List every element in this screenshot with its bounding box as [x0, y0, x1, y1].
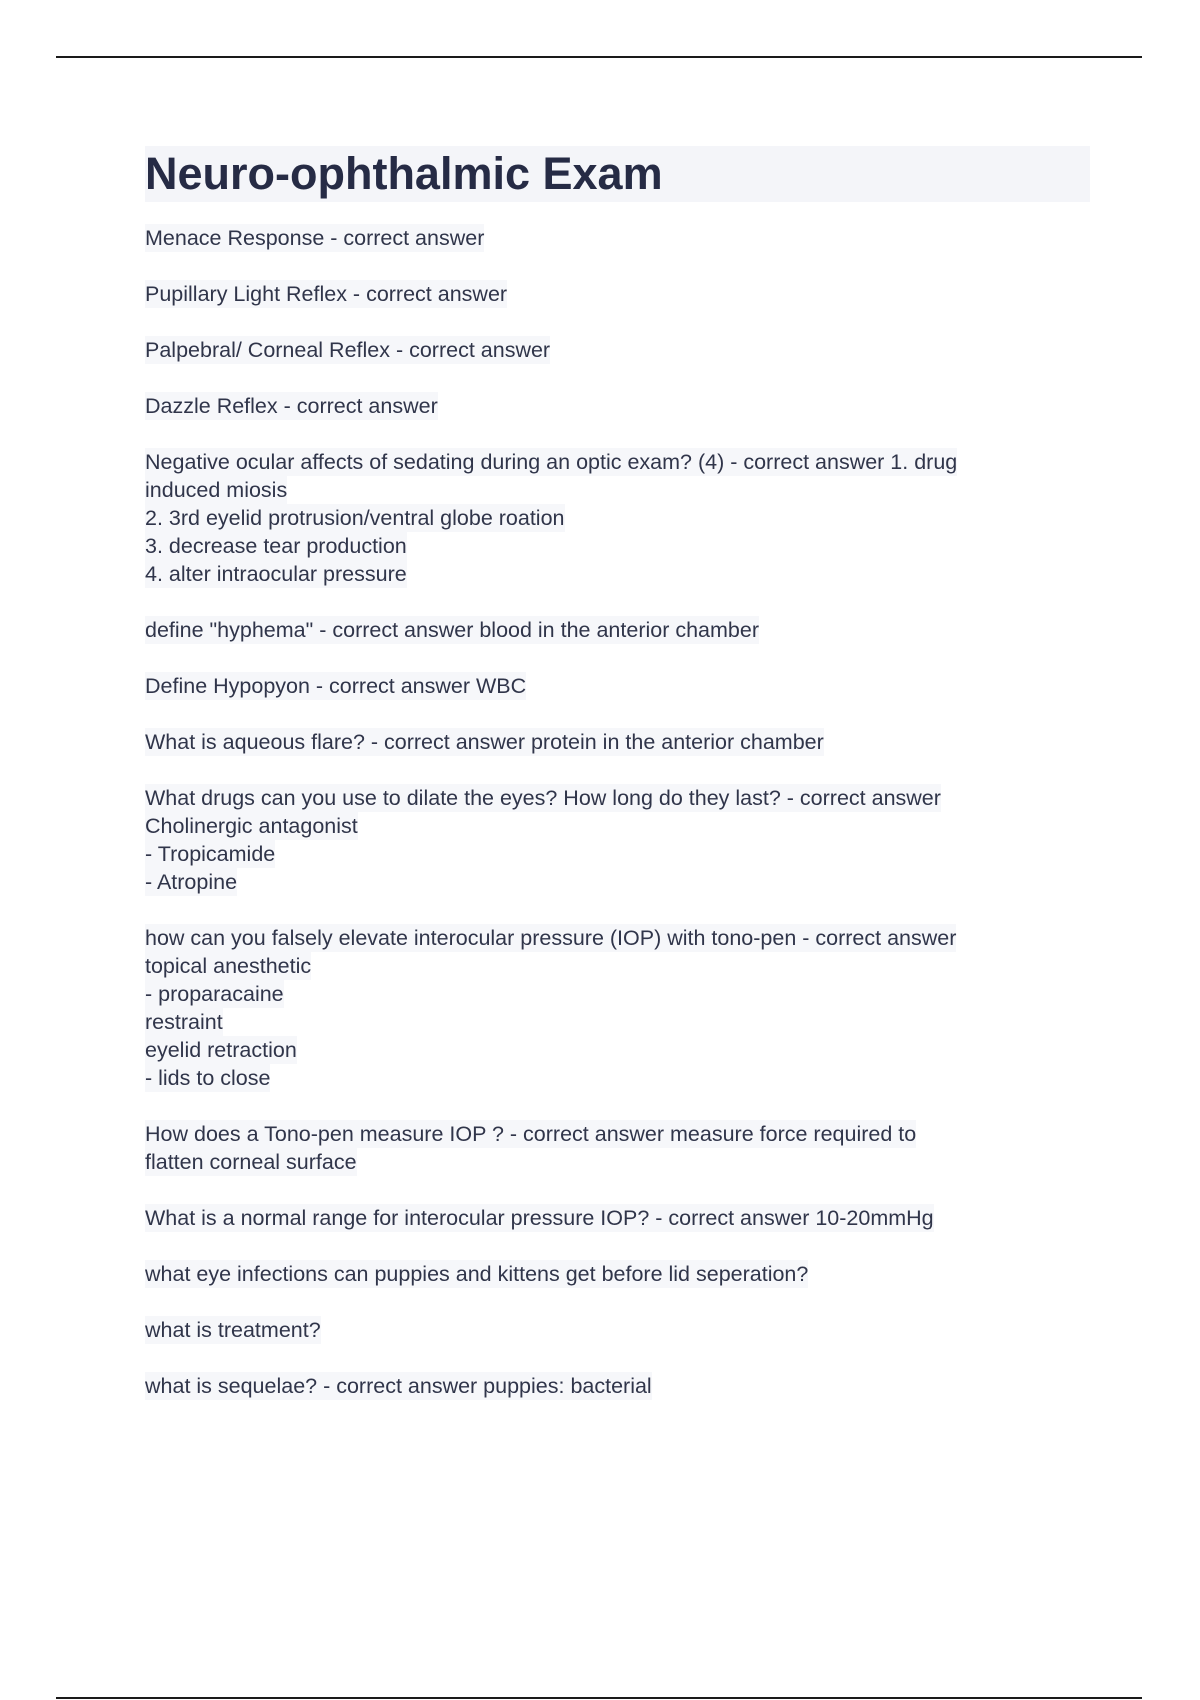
entry-line: - Tropicamide	[145, 842, 276, 866]
bottom-rule	[56, 1697, 1142, 1699]
entry-line: flatten corneal surface	[145, 1150, 357, 1174]
qa-entry	[145, 924, 1090, 1092]
qa-entry	[145, 728, 1090, 756]
qa-entry	[145, 1120, 1090, 1176]
page-title: Neuro-ophthalmic Exam	[145, 146, 1090, 202]
entry-line: restraint	[145, 1010, 223, 1034]
entry-line: Pupillary Light Reflex - correct answer	[145, 282, 508, 306]
entry-line: what is sequelae? - correct answer puppies: bacterial	[145, 1374, 652, 1398]
qa-entry	[145, 392, 1090, 420]
entry-line: - lids to close	[145, 1066, 271, 1090]
entry-line: topical anesthetic	[145, 954, 312, 978]
entry-line: Palpebral/ Corneal Reflex - correct answer	[145, 338, 551, 362]
qa-entry	[145, 280, 1090, 308]
entry-line: eyelid retraction	[145, 1038, 297, 1062]
entry-line: Cholinergic antagonist	[145, 814, 358, 838]
qa-entry	[145, 1316, 1090, 1344]
qa-entry	[145, 1260, 1090, 1288]
entry-line: what is treatment?	[145, 1318, 321, 1342]
entry-line: define "hyphema" - correct answer blood in the anterior chamber	[145, 618, 759, 642]
entry-line: 2. 3rd eyelid protrusion/ventral globe roation	[145, 506, 565, 530]
entry-line: - Atropine	[145, 870, 238, 894]
entry-line: how can you falsely elevate interocular pressure (IOP) with tono-pen - correct answer	[145, 926, 957, 950]
entry-line: What is aqueous flare? - correct answer protein in the anterior chamber	[145, 730, 824, 754]
qa-entry	[145, 336, 1090, 364]
entry-line: Menace Response - correct answer	[145, 226, 485, 250]
entry-line: 3. decrease tear production	[145, 534, 407, 558]
document-body	[145, 146, 1090, 1428]
top-rule	[56, 56, 1142, 58]
entry-line: How does a Tono-pen measure IOP ? - correct answer measure force required to	[145, 1122, 917, 1146]
qa-entry	[145, 448, 1090, 588]
qa-entry	[145, 1204, 1090, 1232]
entry-line: Define Hypopyon - correct answer WBC	[145, 674, 527, 698]
qa-entry	[145, 616, 1090, 644]
qa-entry	[145, 224, 1090, 252]
entry-line: What is a normal range for interocular pressure IOP? - correct answer 10-20mmHg	[145, 1206, 934, 1230]
entry-line: 4. alter intraocular pressure	[145, 562, 407, 586]
entry-line: what eye infections can puppies and kittens get before lid seperation?	[145, 1262, 809, 1286]
qa-entry	[145, 1372, 1090, 1400]
entry-line: Negative ocular affects of sedating during an optic exam? (4) - correct answer 1. drug	[145, 450, 958, 474]
entry-line: Dazzle Reflex - correct answer	[145, 394, 438, 418]
entry-line: What drugs can you use to dilate the eyes? How long do they last? - correct answer	[145, 786, 941, 810]
qa-entry	[145, 784, 1090, 896]
qa-entry	[145, 672, 1090, 700]
entry-line: - proparacaine	[145, 982, 284, 1006]
entry-line: induced miosis	[145, 478, 288, 502]
